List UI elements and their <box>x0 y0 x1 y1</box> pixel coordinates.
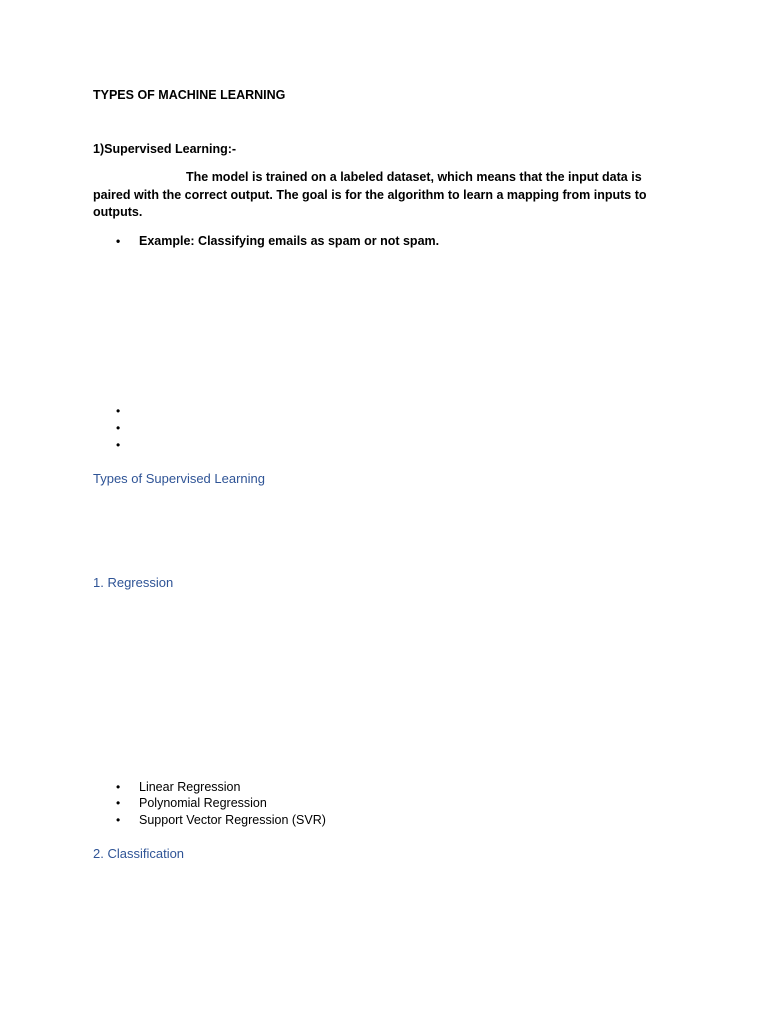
bullet-icon: • <box>116 421 121 435</box>
bullet-icon: • <box>116 234 121 248</box>
example-bullet-list <box>93 233 439 250</box>
classification-heading: 2. Classification <box>93 846 185 861</box>
list-item-text: Polynomial Regression <box>139 796 267 811</box>
bullet-icon: • <box>116 796 121 811</box>
list-item-text: Linear Regression <box>139 780 241 794</box>
bullet-icon: • <box>116 438 121 452</box>
list-item <box>93 812 326 828</box>
list-item <box>93 795 326 811</box>
bullet-icon: • <box>116 404 121 418</box>
list-item <box>93 403 139 420</box>
empty-bullet-list <box>93 403 139 454</box>
regression-bullet-list <box>93 779 326 828</box>
supervised-learning-paragraph: The model is trained on a labeled dataset, which means that the input data is paired with the correct output. The goal is for the algorithm to learn a mapping from inputs to outputs. <box>93 170 647 219</box>
list-item <box>93 437 139 454</box>
section-heading-supervised-learning: 1)Supervised Learning:- <box>93 142 237 156</box>
bullet-icon: • <box>116 780 121 794</box>
list-item-text: Example: Classifying emails as spam or not spam. <box>139 234 440 248</box>
bullet-icon: • <box>116 812 121 827</box>
regression-heading: 1. Regression <box>93 575 174 590</box>
list-item <box>93 420 139 437</box>
list-item-text: Support Vector Regression (SVR) <box>139 812 326 827</box>
types-of-supervised-learning-heading: Types of Supervised Learning <box>93 471 265 486</box>
list-item <box>93 779 326 795</box>
document-title: TYPES OF MACHINE LEARNING <box>93 88 286 102</box>
list-item <box>93 233 439 250</box>
